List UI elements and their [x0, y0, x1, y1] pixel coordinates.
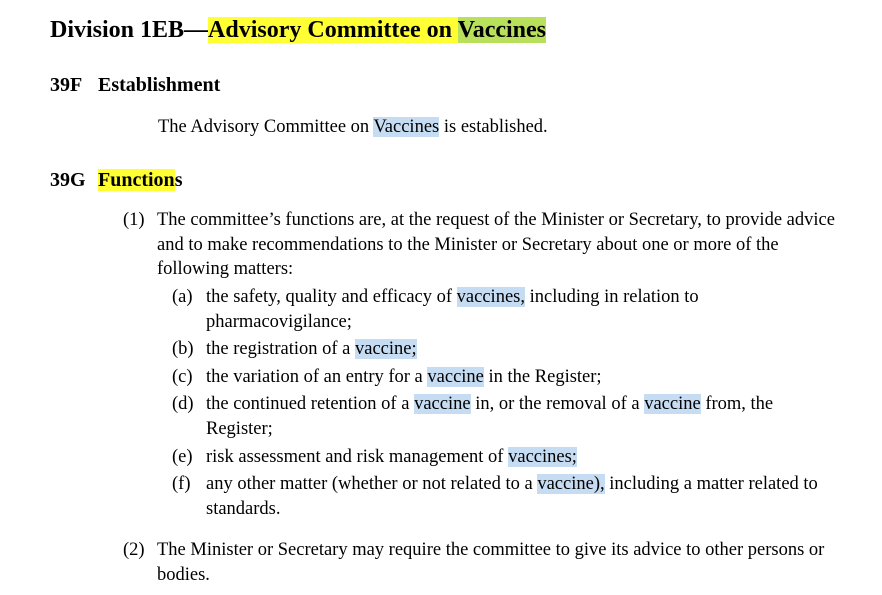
- text-segment: risk assessment and risk management of: [206, 447, 509, 467]
- text-segment: including in relation to pharmacovigilance;: [206, 287, 699, 332]
- division-title-vaccines: Vaccines: [457, 17, 547, 43]
- text-segment: the registration of a: [206, 339, 355, 359]
- section-title: Establishment: [98, 74, 221, 96]
- division-title-highlight: Advisory Committee on: [208, 17, 458, 43]
- subparagraph-text: [206, 472, 836, 521]
- text-segment: in the Register;: [483, 367, 602, 387]
- vaccine-highlight: vaccines;: [508, 447, 577, 467]
- section-39f-text: [158, 115, 548, 140]
- subparagraph-number: (b): [172, 339, 194, 359]
- division-heading: [50, 14, 546, 46]
- vaccine-highlight: vaccine;: [354, 339, 417, 359]
- subparagraph-text: [206, 392, 836, 441]
- text-segment: including a matter related to standards.: [206, 474, 818, 519]
- text-segment: is established.: [439, 117, 548, 137]
- subparagraph-text: [206, 285, 836, 334]
- subparagraph-f: [172, 472, 832, 522]
- functions-highlight: Function: [98, 169, 175, 191]
- paragraph-number: (2): [123, 540, 145, 560]
- section-number: 39F: [50, 74, 83, 96]
- subparagraph-number: (e): [172, 447, 193, 467]
- text-segment: s: [174, 169, 183, 191]
- subparagraph-e: [172, 445, 832, 470]
- vaccine-highlight: vaccine: [427, 367, 484, 387]
- subparagraph-d: [172, 392, 832, 442]
- division-prefix: Division 1EB—: [50, 17, 209, 43]
- vaccine-highlight: vaccine: [414, 394, 471, 414]
- section-heading-39g: [50, 167, 182, 193]
- text-segment: the safety, quality and efficacy of: [206, 287, 457, 307]
- text-segment: The Advisory Committee on: [158, 117, 374, 137]
- vaccine-highlight: vaccine: [644, 394, 701, 414]
- text-segment: in, or the removal of a: [470, 394, 645, 414]
- vaccines-highlight: Vaccines: [373, 117, 440, 137]
- text-segment: from, the Register;: [206, 394, 774, 439]
- paragraph-text: The committee’s functions are, at the request of the Minister or Secretary, to provide advice and to make recommendations to the Minister or Secretary about one or more of the following matters:: [157, 210, 835, 279]
- paragraph-1: [123, 208, 843, 282]
- subparagraph-text: [206, 337, 836, 362]
- text-segment: the variation of an entry for a: [206, 367, 428, 387]
- subparagraph-number: (d): [172, 394, 194, 414]
- vaccine-highlight: vaccines,: [456, 287, 525, 307]
- text-segment: any other matter (whether or not related to a: [206, 474, 538, 494]
- paragraph-text: The Minister or Secretary may require the committee to give its advice to other persons or bodies.: [157, 540, 825, 585]
- subparagraph-number: (c): [172, 367, 193, 387]
- subparagraph-number: (a): [172, 287, 193, 307]
- subparagraph-b: [172, 337, 832, 362]
- subparagraph-text: [206, 365, 836, 390]
- section-heading-39f: [50, 72, 220, 98]
- paragraph-number: (1): [123, 210, 145, 230]
- vaccine-highlight: vaccine),: [537, 474, 605, 494]
- subparagraph-a: [172, 285, 832, 335]
- subparagraph-text: [206, 445, 836, 470]
- subparagraph-number: (f): [172, 474, 191, 494]
- subparagraph-c: [172, 365, 832, 390]
- text-segment: the continued retention of a: [206, 394, 415, 414]
- paragraph-2: [123, 538, 843, 588]
- section-number: 39G: [50, 169, 86, 191]
